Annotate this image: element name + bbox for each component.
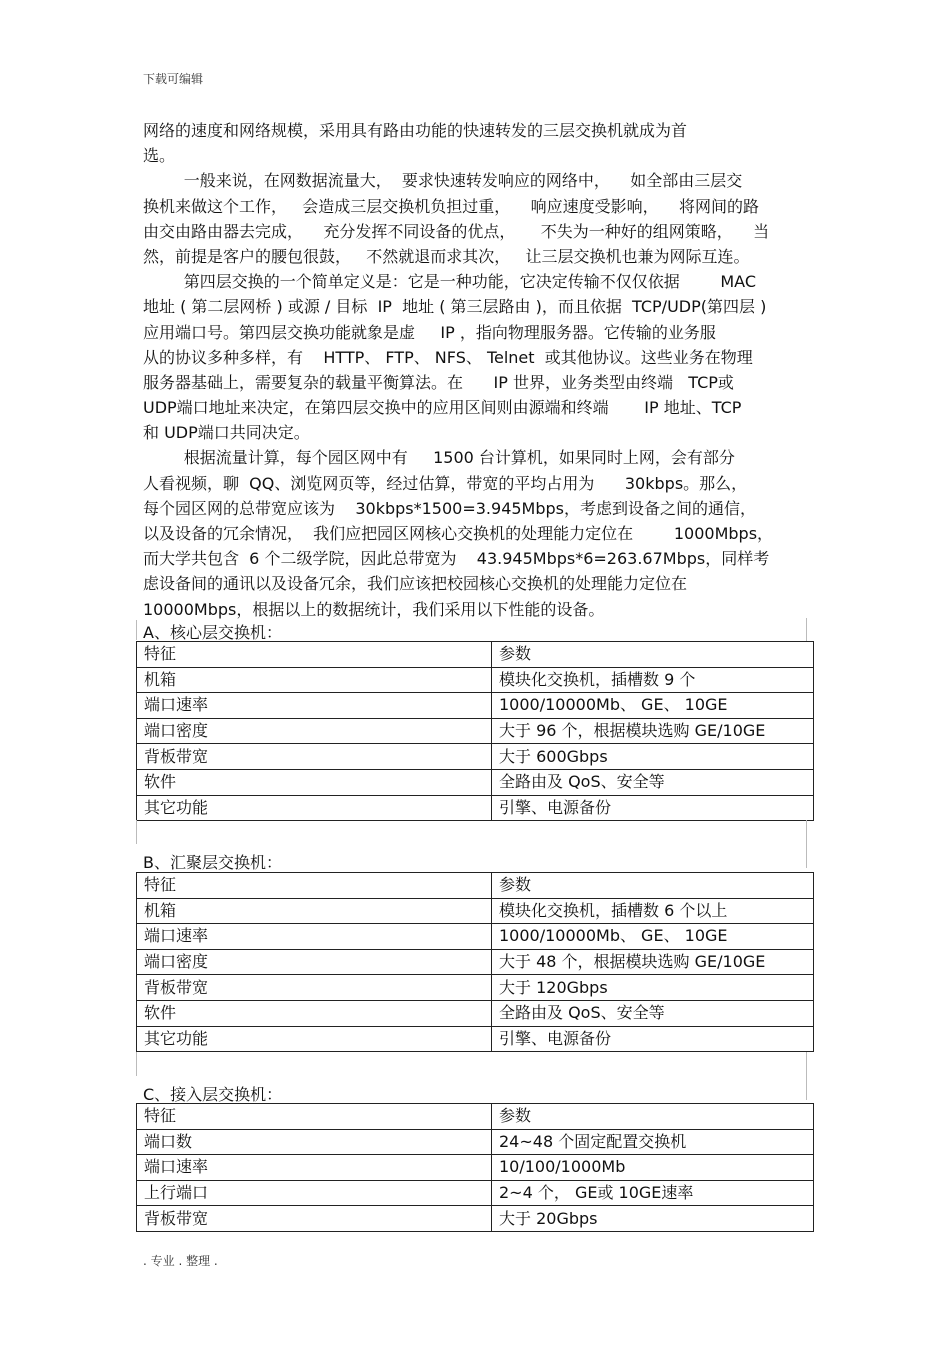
parameter-cell: 模块化交换机，插槽数 6 个以上: [492, 898, 814, 924]
paragraph-line: 选。: [143, 146, 176, 166]
table-a-left-guide: [136, 620, 137, 640]
feature-cell: 背板带宽: [137, 744, 492, 770]
table-row: [137, 1180, 814, 1206]
paragraph-line: UDP端口地址来决定，在第四层交换中的应用区间则由源端和终端 IP 地址、TCP: [143, 398, 742, 418]
feature-cell: 端口速率: [137, 693, 492, 719]
paragraph-line: 一般来说，在网数据流量大， 要求快速转发响应的网络中， 如全部由三层交: [143, 171, 743, 191]
feature-cell: 特征: [137, 873, 492, 899]
table-row: [137, 1000, 814, 1026]
table-row: [137, 744, 814, 770]
table-a-right-guide: [806, 618, 807, 642]
feature-cell: 端口速率: [137, 924, 492, 950]
feature-cell: 背板带宽: [137, 975, 492, 1001]
table-row: [137, 693, 814, 719]
parameter-cell: 全路由及 QoS、安全等: [492, 769, 814, 795]
table-row: [137, 667, 814, 693]
parameter-cell: 大于 600Gbps: [492, 744, 814, 770]
table-row: [137, 975, 814, 1001]
paragraph-line: 服务器基础上，需要复杂的载量平衡算法。在 IP 世界，业务类型由终端 TCP或: [143, 372, 734, 392]
paragraph-line: 地址 ( 第二层网桥 ) 或源 / 目标 IP 地址 ( 第三层路由 )，而且依据 TCP/UDP(第四层 ): [143, 297, 767, 317]
paragraph-line: 网络的速度和网络规模，采用具有路由功能的快速转发的三层交换机就成为首: [143, 121, 688, 140]
table-row: [137, 924, 814, 950]
paragraph-line: 虑设备间的通讯以及设备冗余，我们应该把校园核心交换机的处理能力定位在: [143, 574, 688, 594]
paragraph-line: 然，前提是客户的腰包很鼓， 不然就退而求其次， 让三层交换机也兼为网际互连。: [143, 246, 750, 266]
paragraph-line: 每个园区网的总带宽应该为 30kbps*1500=3.945Mbps，考虑到设备之间的通信，: [143, 498, 757, 518]
parameter-cell: 10/100/1000Mb: [492, 1155, 814, 1181]
parameter-cell: 大于 96 个，根据模块选购 GE/10GE: [492, 718, 814, 744]
table-row: [137, 718, 814, 744]
table-row: [137, 1026, 814, 1052]
table-row: [137, 898, 814, 924]
feature-cell: 机箱: [137, 667, 492, 693]
parameter-cell: 大于 48 个，根据模块选购 GE/10GE: [492, 949, 814, 975]
paragraph-line: 从的协议多种多样，有 HTTP、 FTP、 NFS、 Telnet 或其他协议。这些业务在物理: [143, 347, 753, 367]
table-row: [137, 1206, 814, 1232]
feature-cell: 特征: [137, 1104, 492, 1130]
parameter-cell: 参数: [492, 873, 814, 899]
feature-cell: 端口数: [137, 1129, 492, 1155]
paragraph-line: 第四层交换的一个简单定义是：它是一种功能，它决定传输不仅仅依据 MAC: [143, 272, 757, 292]
feature-cell: 其它功能: [137, 795, 492, 821]
section-b-label: B、汇聚层交换机：: [143, 853, 282, 872]
table-a-bottom-right-guide: [806, 820, 807, 868]
section-a-label: A、核心层交换机：: [143, 623, 282, 642]
paragraph-line: 由交由路由器去完成， 充分发挥不同设备的优点， 不失为一种好的组网策略， 当: [143, 221, 770, 241]
feature-cell: 上行端口: [137, 1180, 492, 1206]
table-header-row: [137, 1104, 814, 1130]
parameter-cell: 2~4 个， GE或 10GE速率: [492, 1180, 814, 1206]
feature-cell: 背板带宽: [137, 1206, 492, 1232]
parameter-cell: 模块化交换机，插槽数 9 个: [492, 667, 814, 693]
table-row: [137, 949, 814, 975]
parameter-cell: 大于 120Gbps: [492, 975, 814, 1001]
page-footer: . 专业 . 整理 .: [143, 1254, 218, 1268]
table-row: [137, 769, 814, 795]
feature-cell: 机箱: [137, 898, 492, 924]
feature-cell: 端口密度: [137, 949, 492, 975]
body-text: [143, 118, 823, 622]
parameter-cell: 24~48 个固定配置交换机: [492, 1129, 814, 1155]
access-switch-table: [136, 1103, 814, 1232]
parameter-cell: 大于 20Gbps: [492, 1206, 814, 1232]
table-a-bottom-left-guide: [136, 820, 137, 844]
parameter-cell: 引擎、电源备份: [492, 795, 814, 821]
paragraph-line: 根据流量计算，每个园区网中有 1500 台计算机，如果同时上网，会有部分: [143, 448, 735, 468]
parameter-cell: 引擎、电源备份: [492, 1026, 814, 1052]
paragraph-line: 以及设备的冗余情况， 我们应把园区网核心交换机的处理能力定位在 1000Mbps，: [143, 524, 774, 543]
paragraph-line: 人看视频，聊 QQ、浏览网页等，经过估算，带宽的平均占用为 30kbps。那么，: [143, 473, 748, 493]
core-switch-table: [136, 641, 814, 821]
parameter-cell: 参数: [492, 1104, 814, 1130]
paragraph-line: 换机来做这个工作， 会造成三层交换机负担过重， 响应速度受影响， 将网间的路: [143, 196, 759, 216]
table-header-row: [137, 642, 814, 668]
parameter-cell: 参数: [492, 642, 814, 668]
paragraph-line: 应用端口号。第四层交换功能就象是虚 IP ，指向物理服务器。它传输的业务服: [143, 322, 716, 342]
feature-cell: 软件: [137, 1000, 492, 1026]
page-header: 下载可编辑: [143, 72, 204, 86]
aggregation-switch-table: [136, 872, 814, 1052]
table-b-bottom-left-guide: [136, 1052, 137, 1076]
paragraph-line: 和 UDP端口共同决定。: [143, 423, 310, 443]
feature-cell: 软件: [137, 769, 492, 795]
feature-cell: 端口速率: [137, 1155, 492, 1181]
parameter-cell: 1000/10000Mb、 GE、 10GE: [492, 693, 814, 719]
paragraph-line: 10000Mbps，根据以上的数据统计，我们采用以下性能的设备。: [143, 599, 605, 619]
feature-cell: 特征: [137, 642, 492, 668]
parameter-cell: 1000/10000Mb、 GE、 10GE: [492, 924, 814, 950]
feature-cell: 其它功能: [137, 1026, 492, 1052]
table-header-row: [137, 873, 814, 899]
feature-cell: 端口密度: [137, 718, 492, 744]
paragraph-line: 而大学共包含 6 个二级学院，因此总带宽为 43.945Mbps*6=263.67Mbps，同样考: [143, 549, 770, 569]
table-row: [137, 795, 814, 821]
table-b-bottom-right-guide: [806, 1052, 807, 1100]
table-row: [137, 1129, 814, 1155]
section-c-label: C、接入层交换机：: [143, 1085, 283, 1104]
parameter-cell: 全路由及 QoS、安全等: [492, 1000, 814, 1026]
table-row: [137, 1155, 814, 1181]
